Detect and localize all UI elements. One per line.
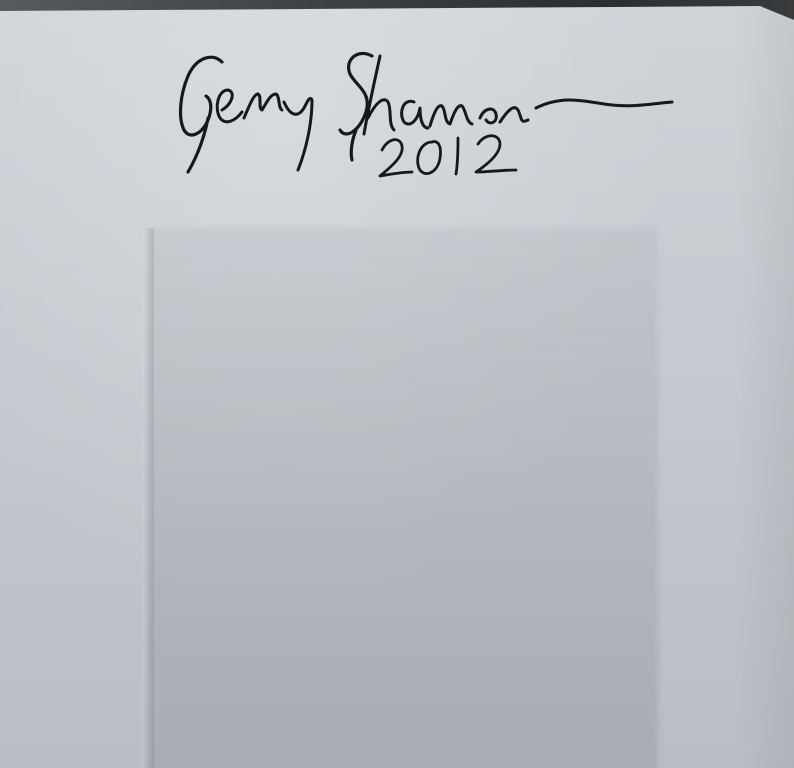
shadow-region — [148, 228, 658, 768]
shadow-edge — [142, 228, 154, 768]
signature-year-strokes — [380, 136, 516, 176]
signature-name-strokes — [181, 53, 672, 172]
handwritten-signature — [0, 0, 794, 220]
